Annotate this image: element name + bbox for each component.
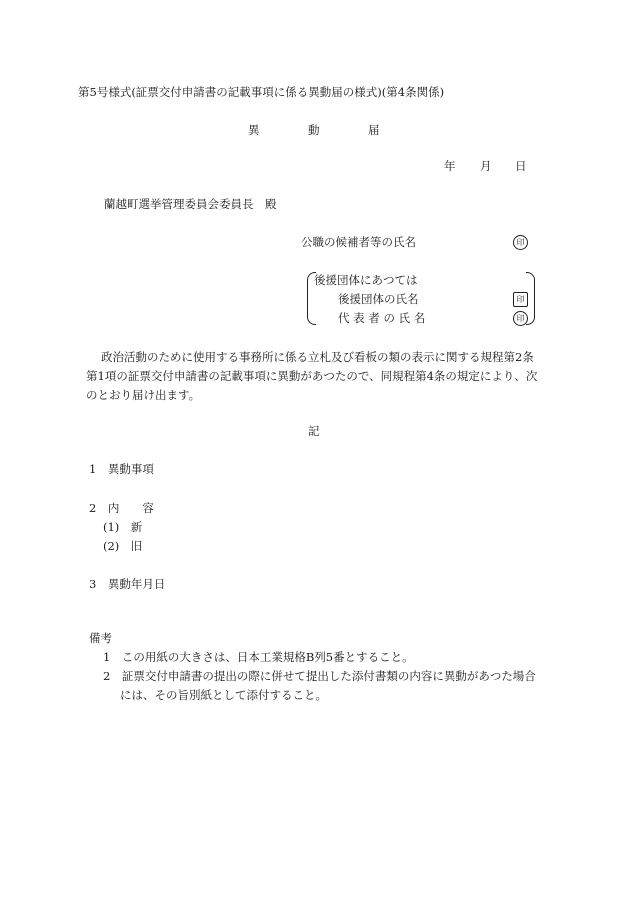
- body-line-1: 政治活動のために使用する事務所に係る立札及び看板の類の表示に関する規程第2条: [101, 350, 534, 364]
- support-group-name-label: 後援団体の氏名: [338, 292, 419, 306]
- form-heading: 第5号様式(証票交付申請書の記載事項に係る異動届の様式)(第4条関係): [78, 85, 445, 99]
- item-2-sub-1: (1) 新: [103, 520, 143, 534]
- addressee: 蘭越町選挙管理委員会委員長 殿: [104, 197, 277, 211]
- candidate-seal: [513, 235, 528, 250]
- body-line-2: 第1項の証票交付申請書の記載事項に異動があつたので、同規程第4条の規定により、次: [86, 369, 538, 383]
- note-2-line-2: には、その旨別紙として添付すること。: [120, 688, 327, 702]
- title-char-1: 異: [248, 123, 260, 137]
- title-char-3: 届: [368, 123, 380, 137]
- item-1: 1 異動事項: [89, 462, 154, 476]
- body-line-3: のとおり届け出ます。: [86, 388, 201, 402]
- ki-marker: 記: [308, 424, 320, 438]
- item-3: 3 異動年月日: [89, 577, 166, 591]
- representative-label: 代 表 者 の 氏 名: [338, 311, 426, 325]
- seal-icon: 印: [513, 235, 528, 250]
- date-day: 日: [515, 159, 527, 173]
- candidate-name-label: 公職の候補者等の氏名: [301, 235, 416, 249]
- representative-seal: [513, 311, 528, 326]
- support-group-seal: [513, 292, 528, 307]
- note-1: 1 この用紙の大きさは、日本工業規格B列5番とすること。: [103, 650, 414, 664]
- seal-square-icon: 印: [513, 292, 528, 307]
- seal-icon: 印: [513, 311, 528, 326]
- item-2-sub-2: (2) 旧: [103, 539, 143, 553]
- note-2-line-1: 2 証票交付申請書の提出の際に併せて提出した添付書類の内容に異動があつた場合: [103, 669, 536, 683]
- date-month: 月: [480, 159, 492, 173]
- item-2: 2 内 容: [89, 501, 154, 515]
- support-group-note: 後援団体にあつては: [314, 273, 418, 287]
- date-year: 年: [444, 159, 456, 173]
- title-char-2: 動: [308, 123, 320, 137]
- notes-heading: 備考: [89, 631, 112, 645]
